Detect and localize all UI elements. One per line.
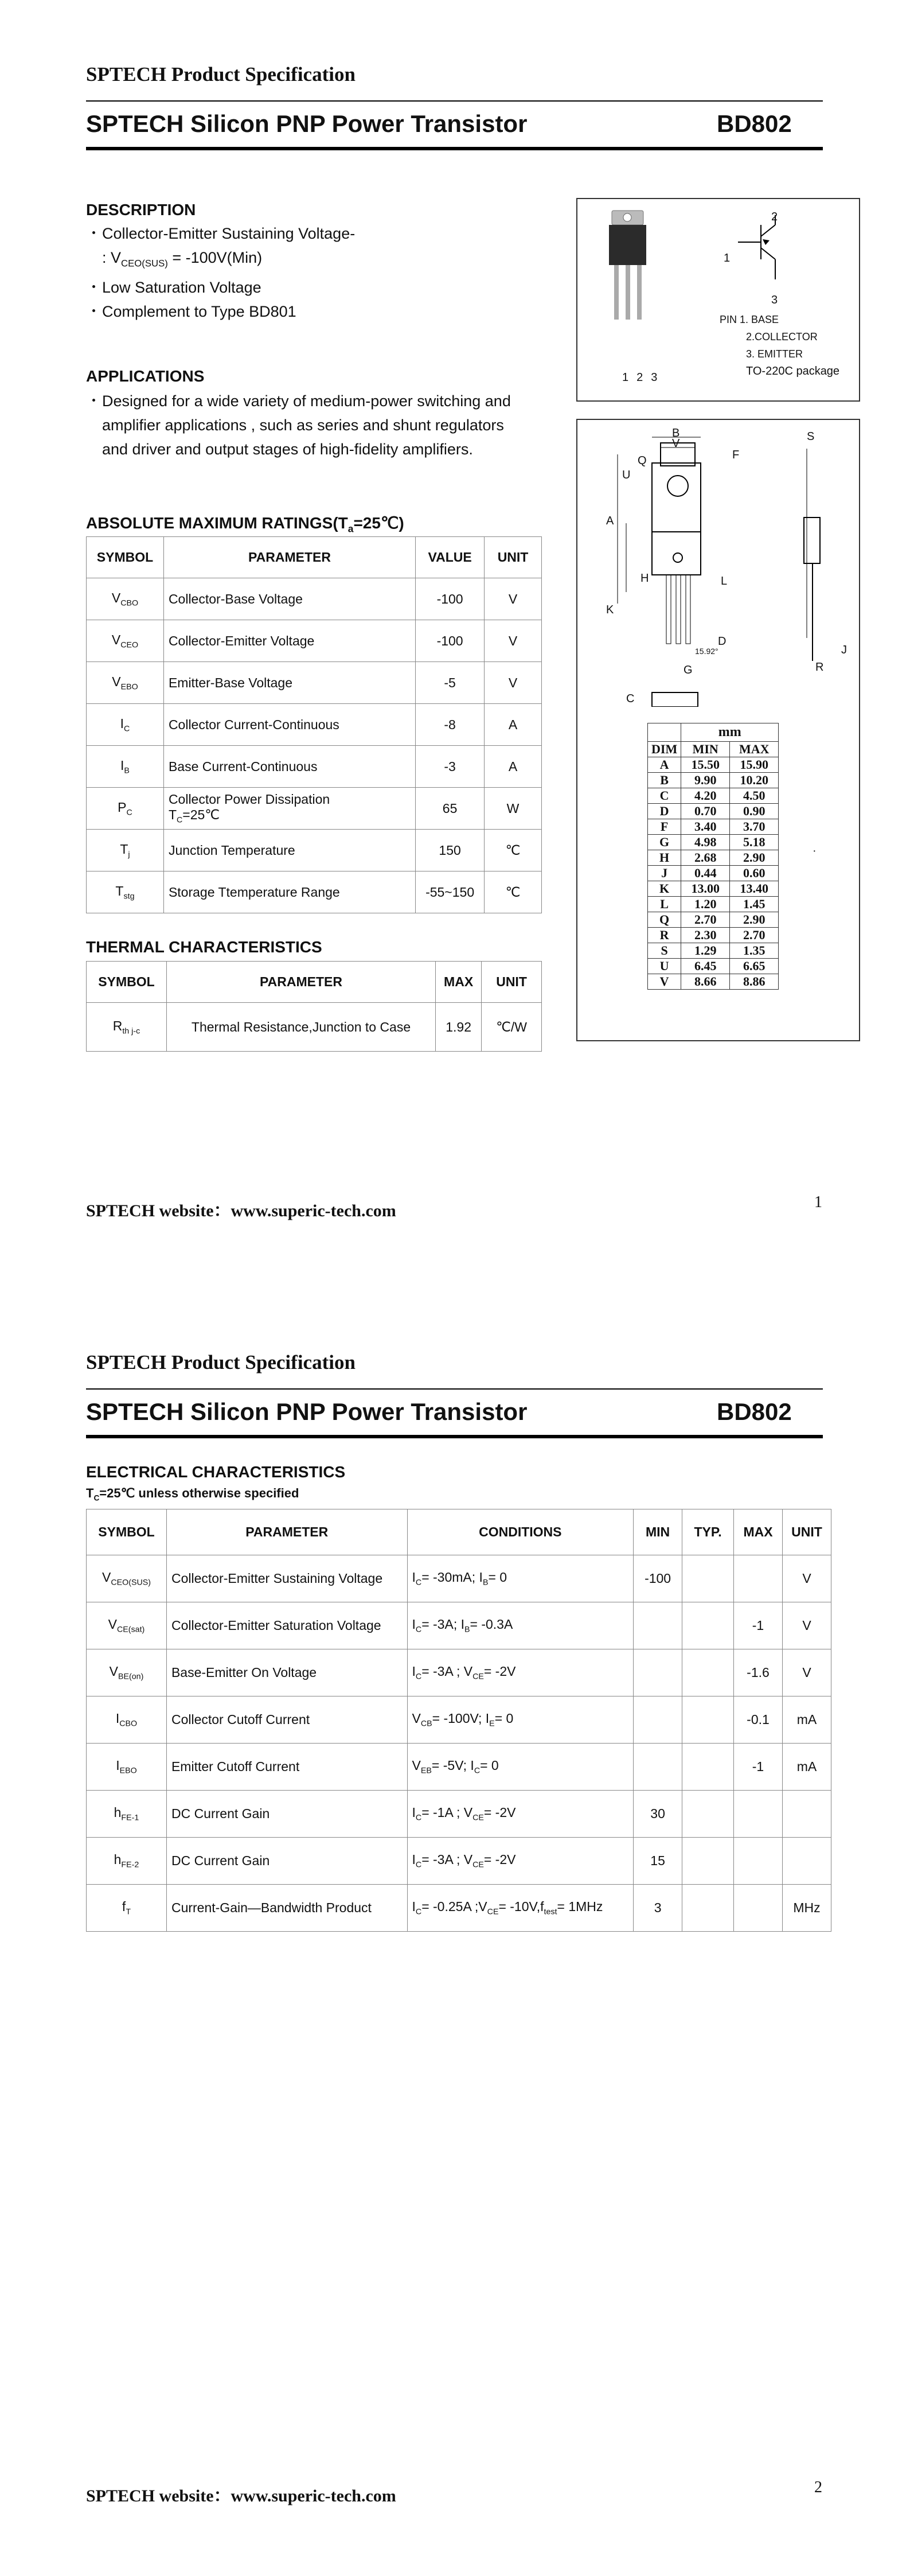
footer-website: SPTECH website：www.superic-tech.com	[86, 2486, 396, 2505]
page-number: 1	[814, 1193, 822, 1211]
table-row: F 3.40 3.70	[648, 819, 779, 835]
condition-cell: $I_C= -30mA$; $I_B= 0$	[407, 1555, 634, 1602]
table-row: $V_{BE(on)}$ Base-Emitter On Voltage $I_C= -3A$ ; $V_{CE}= -2V$ -1.6 V	[87, 1649, 831, 1696]
table-row: V 8.66 8.86	[648, 974, 779, 990]
table-row: $P_C$ Collector Power Dissipation $T_C=25℃$ 65 W	[87, 788, 542, 830]
thermal-table	[86, 961, 542, 1052]
table-row: $I_B$ Base Current-Continuous -3 A	[87, 746, 542, 788]
condition-cell: $V_{EB}= -5V$; $I_C= 0$	[407, 1744, 634, 1791]
condition-cell: $I_C= -1A$ ; $V_{CE}= -2V$	[407, 1791, 634, 1838]
table-row: $V_{CEO(SUS)}$ Collector-Emitter Sustaining Voltage $I_C= -30mA$; $I_B= 0$ -100 V	[87, 1555, 831, 1602]
table-row: C 4.20 4.50	[648, 788, 779, 804]
header-rule	[86, 100, 823, 102]
title-rule	[86, 147, 823, 150]
table-row: R 2.30 2.70	[648, 928, 779, 943]
table-row: $I_{EBO}$ Emitter Cutoff Current $V_{EB}= -5V$; $I_C= 0$ -1 mA	[87, 1744, 831, 1791]
table-row: $I_{CBO}$ Collector Cutoff Current $V_{CB}= -100V$; $I_E= 0$ -0.1 mA	[87, 1696, 831, 1744]
condition-cell: $I_C= -3A$; $I_B= -0.3A$	[407, 1602, 634, 1649]
table-row: $R_{th j-c}$ Thermal Resistance,Junction to Case 1.92 ℃/W	[87, 1003, 542, 1052]
table-header-row: SYMBOL PARAMETER CONDITIONS MIN TYP. MAX UNIT	[87, 1509, 831, 1555]
description-item: ・Low Saturation Voltage	[86, 279, 261, 297]
table-row: D 0.70 0.90	[648, 804, 779, 819]
dimension-table: mm DIM MIN MAX A 15.50 15.90 B 9.90 10.20 C 4.20 4.50 D 0.70 0.90 F 3.40 3.70 G 4.98 5.18 H 2.68 2.90 J 0.44 0.60 K 13.00 13.40 L 1.20 1.45 Q 2.70 2.90 R 2.30 2.70 S 1.29 1.35 U 6.45 6.65 V 8.66 8.86	[647, 723, 779, 990]
description-value: : $V_{CEO(SUS)} = -100V(Min)$	[102, 249, 263, 269]
condition-cell: $I_C= -0.25A$ $;V_{CE}= -10V,f_{test}= 1MHz$	[407, 1885, 634, 1932]
table-row: L 1.20 1.45	[648, 897, 779, 912]
table-row: S 1.29 1.35	[648, 943, 779, 959]
table-row: A 15.50 15.90	[648, 757, 779, 773]
table-row: $V_{CE(sat)}$ Collector-Emitter Saturation Voltage $I_C= -3A$; $I_B= -0.3A$ -1 V	[87, 1602, 831, 1649]
page-title: SPTECH Silicon PNP Power Transistor	[86, 110, 528, 137]
table-row: $f_T$ Current-Gain—Bandwidth Product $I_C= -0.25A$ $;V_{CE}= -10V,f_{test}= 1MHz$ 3 MHz	[87, 1885, 831, 1932]
page-2	[0, 1288, 910, 2576]
abs-max-table	[86, 536, 542, 913]
description-item: ・Complement to Type BD801	[86, 303, 296, 321]
table-row: $V_{CEO}$ Collector-Emitter Voltage -100 V	[87, 620, 542, 662]
page-title: SPTECH Silicon PNP Power Transistor	[86, 1398, 528, 1425]
condition-cell: $I_C= -3A$ ; $V_{CE}= -2V$	[407, 1838, 634, 1885]
table-row: Q 2.70 2.90	[648, 912, 779, 928]
pin-legend: PIN 1. BASE 2.COLLECTOR 3. EMITTER TO-220C package	[720, 314, 840, 378]
thermal-heading: THERMAL CHARACTERISTICS	[86, 938, 322, 956]
table-header-row: SYMBOL PARAMETER MAX UNIT	[87, 962, 542, 1003]
applications-heading: APPLICATIONS	[86, 367, 205, 385]
condition-cell: $I_C= -3A$ ; $V_{CE}= -2V$	[407, 1649, 634, 1696]
description-heading: DESCRIPTION	[86, 201, 196, 219]
abs-max-heading: ABSOLUTE MAXIMUM $RATINGS(T_a=25℃)$	[86, 514, 404, 535]
electrical-heading: ELECTRICAL CHARACTERISTICS	[86, 1463, 346, 1481]
title-rule	[86, 1435, 823, 1438]
page-number: 2	[814, 2478, 822, 2496]
table-row: G 4.98 5.18	[648, 835, 779, 850]
table-row: K 13.00 13.40	[648, 881, 779, 897]
part-number: BD802	[717, 110, 792, 137]
package-box: 123 2 1 3 PIN 1. BASE 2.COLLECTOR 3. EMITTER TO-220C package	[576, 198, 860, 402]
table-row: B 9.90 10.20	[648, 773, 779, 788]
description-list	[86, 221, 355, 324]
table-row: $V_{CBO}$ Collector-Base Voltage -100 V	[87, 578, 542, 620]
table-row: $h_{FE-2}$ DC Current Gain $I_C= -3A$ ; $V_{CE}= -2V$ 15	[87, 1838, 831, 1885]
description-item: ・Collector-Emitter Sustaining Voltage-	[86, 225, 356, 242]
header-rule	[86, 1388, 823, 1390]
table-row: $T_j$ Junction Temperature 150 ℃	[87, 830, 542, 871]
table-row: $V_{EBO}$ Emitter-Base Voltage -5 V	[87, 662, 542, 704]
table-row: J 0.44 0.60	[648, 866, 779, 881]
spec-header: SPTECH Product Specification	[86, 63, 356, 85]
electrical-condition: $T_C=25℃$ unless otherwise specified	[86, 1486, 299, 1503]
table-row: $I_C$ Collector Current-Continuous -8 A	[87, 704, 542, 746]
part-number: BD802	[717, 1398, 792, 1425]
electrical-table	[86, 1509, 831, 1932]
table-row: $T_{stg}$ Storage Ttemperature Range -55~150 ℃	[87, 871, 542, 913]
applications-text: ・Designed for a wide variety of medium-power switching and amplifier applications , such as series and shunt regulators and driver and output stages of high-fidelity amplifiers.	[86, 392, 511, 458]
table-header-row: SYMBOL PARAMETER VALUE UNIT	[87, 537, 542, 578]
table-row: H 2.68 2.90	[648, 850, 779, 866]
spec-header: SPTECH Product Specification	[86, 1351, 356, 1373]
table-row: $h_{FE-1}$ DC Current Gain $I_C= -1A$ ; $V_{CE}= -2V$ 30	[87, 1791, 831, 1838]
pin-numbers: 123	[622, 371, 666, 384]
table-row: U 6.45 6.65	[648, 959, 779, 974]
footer-website: SPTECH website：www.superic-tech.com	[86, 1201, 396, 1220]
outline-drawing: B V F S Q U A H L K D G J R C 15.92° ·	[576, 419, 860, 1041]
condition-cell: $V_{CB}= -100V$; $I_E= 0$	[407, 1696, 634, 1744]
